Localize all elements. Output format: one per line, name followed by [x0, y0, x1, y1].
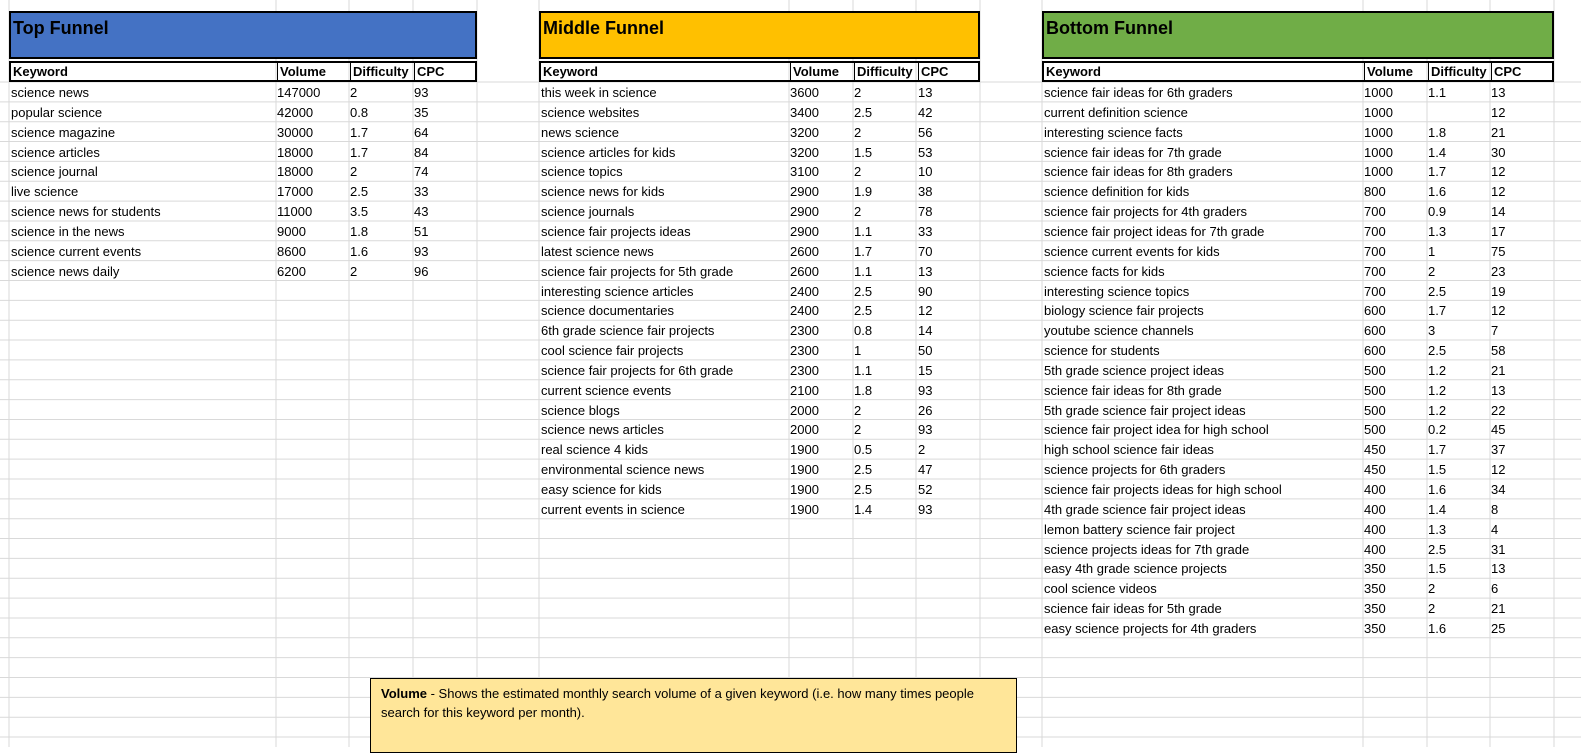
note-term: Volume [381, 686, 427, 701]
keyword-cell[interactable]: science fair ideas for 7th grade [1044, 144, 1222, 160]
cpc-cell[interactable]: 56 [918, 124, 933, 140]
cpc-cell[interactable]: 15 [918, 362, 933, 378]
difficulty-cell[interactable]: 1.7 [350, 124, 369, 140]
volume-cell[interactable]: 500 [1364, 422, 1386, 438]
difficulty-cell[interactable]: 3 [1428, 323, 1436, 339]
volume-cell[interactable]: 600 [1364, 323, 1386, 339]
difficulty-cell[interactable]: 3.5 [350, 204, 369, 220]
keyword-cell[interactable]: science fair project idea for high school [1044, 422, 1269, 438]
keyword-cell[interactable]: science articles [11, 144, 100, 160]
difficulty-cell[interactable]: 2 [350, 85, 358, 100]
difficulty-cell[interactable]: 1.4 [854, 501, 873, 517]
difficulty-cell[interactable]: 0.2 [1428, 422, 1447, 438]
cpc-cell[interactable]: 74 [414, 164, 429, 180]
difficulty-cell[interactable]: 2.5 [1428, 343, 1447, 359]
cpc-cell[interactable]: 22 [1491, 402, 1506, 418]
top-funnel-column-headers [9, 61, 477, 82]
keyword-cell[interactable]: science fair ideas for 5th grade [1044, 601, 1222, 617]
volume-cell[interactable]: 400 [1364, 541, 1386, 557]
keyword-cell[interactable]: live science [11, 184, 79, 200]
keyword-cell[interactable]: biology science fair projects [1044, 303, 1204, 319]
keyword-column-header[interactable]: Keyword [1046, 64, 1101, 79]
cpc-cell[interactable]: 17 [1491, 223, 1506, 239]
cpc-cell[interactable]: 13 [918, 263, 933, 279]
difficulty-cell[interactable]: 1.1 [854, 362, 873, 378]
top-funnel-header[interactable] [9, 11, 477, 59]
volume-cell[interactable]: 2000 [790, 402, 819, 418]
keyword-cell[interactable]: science news for students [11, 204, 161, 220]
volume-cell[interactable]: 700 [1364, 204, 1386, 220]
keyword-cell[interactable]: interesting science facts [1044, 124, 1183, 140]
difficulty-cell[interactable]: 2.5 [350, 184, 369, 200]
middle-funnel-title: Middle Funnel [543, 18, 664, 38]
difficulty-cell[interactable]: 1.1 [854, 263, 873, 279]
volume-cell[interactable]: 500 [1364, 402, 1386, 418]
cpc-cell[interactable]: 53 [918, 144, 933, 160]
keyword-cell[interactable]: lemon battery science fair project [1044, 521, 1235, 537]
volume-cell[interactable]: 400 [1364, 521, 1386, 537]
cpc-cell[interactable]: 12 [1491, 164, 1506, 180]
difficulty-cell[interactable]: 1.9 [854, 184, 873, 200]
volume-cell[interactable]: 700 [1364, 263, 1386, 279]
cpc-cell[interactable]: 8 [1491, 501, 1499, 517]
volume-cell[interactable]: 500 [1364, 362, 1386, 378]
volume-column-header[interactable]: Volume [1364, 63, 1428, 80]
difficulty-cell[interactable]: 2.5 [854, 104, 873, 120]
bottom-funnel-title: Bottom Funnel [1046, 18, 1173, 38]
volume-column-header[interactable]: Volume [277, 63, 350, 80]
volume-cell[interactable]: 3600 [790, 85, 819, 100]
cpc-cell[interactable]: 64 [414, 124, 429, 140]
keyword-cell[interactable]: interesting science articles [541, 283, 694, 299]
difficulty-cell[interactable]: 2 [854, 422, 862, 438]
keyword-cell[interactable]: 4th grade science fair project ideas [1044, 501, 1246, 517]
keyword-column-header[interactable]: Keyword [13, 64, 68, 79]
difficulty-cell[interactable]: 1.6 [1428, 184, 1447, 200]
top-funnel-title: Top Funnel [13, 18, 109, 38]
volume-cell[interactable]: 600 [1364, 303, 1386, 319]
difficulty-cell[interactable]: 2.5 [1428, 283, 1447, 299]
difficulty-cell[interactable]: 0.9 [1428, 204, 1447, 220]
cpc-cell[interactable]: 75 [1491, 243, 1506, 259]
cpc-column-header[interactable]: CPC [918, 63, 978, 80]
note-text: - Shows the estimated monthly search volume of a given keyword (i.e. how many times people search for this keyword per month). [381, 686, 974, 720]
difficulty-cell[interactable]: 1.5 [1428, 462, 1447, 478]
middle-funnel-column-headers [539, 61, 980, 82]
cpc-cell[interactable]: 13 [1491, 382, 1506, 398]
keyword-cell[interactable]: science definition for kids [1044, 184, 1190, 200]
keyword-cell[interactable]: science fair projects for 6th grade [541, 362, 734, 378]
volume-cell[interactable]: 400 [1364, 501, 1386, 517]
difficulty-cell[interactable]: 2 [854, 402, 862, 418]
keyword-cell[interactable]: science magazine [11, 124, 116, 140]
difficulty-cell[interactable]: 1.5 [854, 144, 873, 160]
volume-cell[interactable]: 18000 [277, 164, 314, 180]
cpc-cell[interactable]: 93 [918, 422, 933, 438]
difficulty-cell[interactable]: 2 [854, 124, 862, 140]
difficulty-cell[interactable]: 0.5 [854, 442, 873, 458]
difficulty-cell[interactable]: 1 [1428, 243, 1436, 259]
difficulty-cell[interactable] [1426, 102, 1489, 122]
cpc-cell[interactable]: 51 [414, 223, 429, 239]
difficulty-cell[interactable]: 2.5 [854, 462, 873, 478]
keyword-cell[interactable]: cool science fair projects [541, 343, 684, 359]
volume-cell[interactable]: 400 [1364, 482, 1386, 497]
difficulty-cell[interactable]: 1.2 [1428, 382, 1447, 398]
volume-cell[interactable]: 600 [1364, 343, 1386, 359]
volume-cell[interactable]: 350 [1364, 601, 1386, 617]
keyword-cell[interactable]: science news [11, 85, 90, 100]
keyword-cell[interactable]: 5th grade science project ideas [1044, 362, 1224, 378]
cpc-cell[interactable]: 42 [918, 104, 933, 120]
cpc-cell[interactable]: 26 [918, 402, 933, 418]
volume-cell[interactable]: 450 [1364, 442, 1386, 458]
difficulty-cell[interactable]: 0.8 [350, 104, 369, 120]
volume-cell[interactable]: 42000 [277, 104, 314, 120]
volume-cell[interactable]: 3100 [790, 164, 819, 180]
difficulty-cell[interactable]: 1.6 [350, 243, 369, 259]
volume-column-header[interactable]: Volume [790, 63, 854, 80]
cpc-cell[interactable]: 90 [918, 283, 933, 299]
volume-cell[interactable]: 1000 [1364, 124, 1393, 140]
cpc-cell[interactable]: 33 [918, 223, 933, 239]
cpc-cell[interactable]: 10 [918, 164, 933, 180]
keyword-cell[interactable]: science blogs [541, 402, 620, 418]
keyword-cell[interactable]: science news for kids [541, 184, 665, 200]
cpc-cell[interactable]: 12 [1491, 462, 1506, 478]
volume-cell[interactable]: 2400 [790, 303, 819, 319]
difficulty-cell[interactable]: 1.1 [854, 223, 873, 239]
keyword-cell[interactable]: cool science videos [1044, 581, 1157, 597]
cpc-cell[interactable]: 12 [1491, 303, 1506, 319]
volume-cell[interactable]: 500 [1364, 382, 1386, 398]
difficulty-cell[interactable]: 2.5 [1428, 541, 1447, 557]
keyword-cell[interactable]: latest science news [541, 243, 654, 259]
volume-cell[interactable]: 6200 [277, 263, 306, 279]
volume-cell[interactable]: 2300 [790, 323, 819, 339]
cpc-column-header[interactable]: CPC [1491, 63, 1552, 80]
keyword-cell[interactable]: real science 4 kids [541, 442, 648, 458]
keyword-cell[interactable]: youtube science channels [1044, 323, 1194, 339]
keyword-cell[interactable]: science projects ideas for 7th grade [1044, 541, 1250, 557]
cpc-cell[interactable]: 96 [414, 263, 429, 279]
difficulty-cell[interactable]: 1.4 [1428, 144, 1447, 160]
keyword-cell[interactable]: science current events [11, 243, 142, 259]
difficulty-cell[interactable]: 1.7 [1428, 442, 1447, 458]
volume-cell[interactable]: 2000 [790, 422, 819, 438]
cpc-cell[interactable]: 25 [1491, 620, 1506, 636]
difficulty-cell[interactable]: 1.7 [1428, 303, 1447, 319]
difficulty-cell[interactable]: 2 [854, 164, 862, 180]
volume-cell[interactable]: 1000 [1364, 164, 1393, 180]
cpc-cell[interactable]: 30 [1491, 144, 1506, 160]
volume-cell[interactable]: 2900 [790, 223, 819, 239]
cpc-cell[interactable]: 7 [1491, 323, 1499, 339]
difficulty-cell[interactable]: 1.4 [1428, 501, 1447, 517]
volume-cell[interactable]: 2600 [790, 243, 819, 259]
keyword-cell[interactable]: easy science for kids [541, 482, 662, 497]
difficulty-cell[interactable]: 2 [1428, 601, 1436, 617]
keyword-cell[interactable]: easy 4th grade science projects [1044, 561, 1227, 577]
keyword-cell[interactable]: science fair projects for 4th graders [1044, 204, 1248, 220]
difficulty-cell[interactable]: 2 [350, 263, 358, 279]
keyword-cell[interactable]: science journal [11, 164, 98, 180]
difficulty-cell[interactable]: 1.3 [1428, 223, 1447, 239]
volume-cell[interactable]: 350 [1364, 561, 1386, 577]
difficulty-cell[interactable]: 1.5 [1428, 561, 1447, 577]
bottom-funnel-column-headers [1042, 61, 1554, 82]
volume-cell[interactable]: 147000 [277, 85, 321, 100]
cpc-cell[interactable]: 58 [1491, 343, 1506, 359]
cpc-cell[interactable]: 45 [1491, 422, 1506, 438]
volume-cell[interactable]: 1000 [1364, 104, 1393, 120]
cpc-cell[interactable]: 13 [918, 85, 933, 100]
keyword-cell[interactable]: this week in science [541, 85, 657, 100]
keyword-cell[interactable]: high school science fair ideas [1044, 442, 1214, 458]
difficulty-cell[interactable]: 1.2 [1428, 362, 1447, 378]
volume-cell[interactable]: 9000 [277, 223, 306, 239]
cpc-cell[interactable]: 93 [918, 382, 933, 398]
cpc-cell[interactable]: 21 [1491, 124, 1506, 140]
keyword-cell[interactable]: science fair ideas for 8th graders [1044, 164, 1233, 180]
volume-cell[interactable]: 450 [1364, 462, 1386, 478]
cpc-cell[interactable]: 12 [918, 303, 933, 319]
volume-note[interactable] [370, 678, 1017, 753]
volume-cell[interactable]: 2300 [790, 343, 819, 359]
difficulty-cell[interactable]: 2.5 [854, 482, 873, 497]
cpc-cell[interactable]: 6 [1491, 581, 1499, 597]
cpc-column-header[interactable]: CPC [414, 63, 475, 80]
volume-cell[interactable]: 1900 [790, 462, 819, 478]
volume-cell[interactable]: 18000 [277, 144, 314, 160]
cpc-cell[interactable]: 47 [918, 462, 933, 478]
keyword-cell[interactable]: science news articles [541, 422, 664, 438]
cpc-cell[interactable]: 4 [1491, 521, 1499, 537]
difficulty-cell[interactable]: 2 [854, 204, 862, 220]
difficulty-cell[interactable]: 1.1 [1428, 85, 1447, 100]
cpc-cell[interactable]: 93 [918, 501, 933, 517]
cpc-cell[interactable]: 13 [1491, 561, 1506, 577]
bottom-funnel-header[interactable] [1042, 11, 1554, 59]
difficulty-cell[interactable]: 2 [854, 85, 862, 100]
keyword-cell[interactable]: news science [541, 124, 620, 140]
volume-cell[interactable]: 8600 [277, 243, 306, 259]
cpc-cell[interactable]: 50 [918, 343, 933, 359]
difficulty-column-header[interactable]: Difficulty [350, 63, 414, 80]
volume-cell[interactable]: 700 [1364, 223, 1386, 239]
volume-cell[interactable]: 2400 [790, 283, 819, 299]
difficulty-cell[interactable]: 1.7 [350, 144, 369, 160]
cpc-cell[interactable]: 14 [1491, 204, 1506, 220]
cpc-cell[interactable]: 12 [1491, 104, 1506, 120]
keyword-cell[interactable]: science projects for 6th graders [1044, 462, 1226, 478]
keyword-cell[interactable]: science fair projects ideas for high school [1044, 482, 1282, 497]
volume-cell[interactable]: 1000 [1364, 144, 1393, 160]
difficulty-cell[interactable]: 2.5 [854, 303, 873, 319]
keyword-cell[interactable]: 5th grade science fair project ideas [1044, 402, 1246, 418]
keyword-cell[interactable]: science journals [541, 204, 635, 220]
volume-cell[interactable]: 2300 [790, 362, 819, 378]
volume-cell[interactable]: 1900 [790, 482, 819, 497]
cpc-cell[interactable]: 12 [1491, 184, 1506, 200]
difficulty-cell[interactable]: 1.8 [1428, 124, 1447, 140]
volume-cell[interactable]: 3200 [790, 144, 819, 160]
volume-cell[interactable]: 1900 [790, 442, 819, 458]
keyword-cell[interactable]: science fair project ideas for 7th grade [1044, 223, 1265, 239]
cpc-cell[interactable]: 43 [414, 204, 429, 220]
volume-cell[interactable]: 30000 [277, 124, 314, 140]
difficulty-cell[interactable]: 1 [854, 343, 862, 359]
keyword-cell[interactable]: easy science projects for 4th graders [1044, 620, 1257, 636]
keyword-cell[interactable]: interesting science topics [1044, 283, 1190, 299]
difficulty-cell[interactable]: 1.6 [1428, 482, 1447, 497]
volume-cell[interactable]: 700 [1364, 243, 1386, 259]
cpc-cell[interactable]: 34 [1491, 482, 1506, 497]
cpc-cell[interactable]: 93 [414, 243, 429, 259]
volume-cell[interactable]: 800 [1364, 184, 1386, 200]
keyword-cell[interactable]: popular science [11, 104, 103, 120]
volume-cell[interactable]: 11000 [277, 204, 313, 220]
keyword-cell[interactable]: current definition science [1044, 104, 1188, 120]
keyword-cell[interactable]: science fair ideas for 8th grade [1044, 382, 1222, 398]
difficulty-cell[interactable]: 2 [1428, 581, 1436, 597]
difficulty-cell[interactable]: 1.8 [350, 223, 369, 239]
cpc-cell[interactable]: 21 [1491, 601, 1506, 617]
difficulty-cell[interactable]: 1.8 [854, 382, 873, 398]
cpc-cell[interactable]: 93 [414, 85, 429, 100]
difficulty-column-header[interactable]: Difficulty [854, 63, 918, 80]
volume-cell[interactable]: 2900 [790, 204, 819, 220]
cpc-cell[interactable]: 13 [1491, 85, 1506, 100]
keyword-cell[interactable]: science fair projects for 5th grade [541, 263, 734, 279]
volume-cell[interactable]: 3200 [790, 124, 819, 140]
volume-cell[interactable]: 2100 [790, 382, 819, 398]
keyword-cell[interactable]: science facts for kids [1044, 263, 1165, 279]
keyword-cell[interactable]: science topics [541, 164, 623, 180]
keyword-cell[interactable]: science articles for kids [541, 144, 676, 160]
difficulty-cell[interactable]: 1.3 [1428, 521, 1447, 537]
volume-cell[interactable]: 350 [1364, 620, 1386, 636]
volume-cell[interactable]: 1900 [790, 501, 819, 517]
volume-cell[interactable]: 700 [1364, 283, 1386, 299]
keyword-cell[interactable]: science current events for kids [1044, 243, 1220, 259]
volume-cell[interactable]: 17000 [277, 184, 314, 200]
keyword-cell[interactable]: current events in science [541, 501, 685, 517]
keyword-cell[interactable]: science websites [541, 104, 640, 120]
volume-cell[interactable]: 3400 [790, 104, 819, 120]
volume-cell[interactable]: 2600 [790, 263, 819, 279]
cpc-cell[interactable]: 19 [1491, 283, 1506, 299]
cpc-cell[interactable]: 23 [1491, 263, 1506, 279]
middle-funnel-header[interactable] [539, 11, 980, 59]
cpc-cell[interactable]: 38 [918, 184, 933, 200]
cpc-cell[interactable]: 33 [414, 184, 429, 200]
keyword-cell[interactable]: current science events [541, 382, 672, 398]
volume-cell[interactable]: 2900 [790, 184, 819, 200]
volume-cell[interactable]: 350 [1364, 581, 1386, 597]
difficulty-cell[interactable]: 1.2 [1428, 402, 1447, 418]
cpc-cell[interactable]: 84 [414, 144, 429, 160]
keyword-cell[interactable]: science fair projects ideas [541, 223, 691, 239]
cpc-cell[interactable]: 35 [414, 104, 429, 120]
difficulty-cell[interactable]: 1.7 [1428, 164, 1447, 180]
keyword-cell[interactable]: environmental science news [541, 462, 705, 478]
cpc-cell[interactable]: 31 [1491, 541, 1506, 557]
cpc-cell[interactable]: 14 [918, 323, 933, 339]
keyword-cell[interactable]: science for students [1044, 343, 1160, 359]
difficulty-cell[interactable]: 2 [1428, 263, 1436, 279]
volume-cell[interactable]: 1000 [1364, 85, 1393, 100]
difficulty-cell[interactable]: 1.7 [854, 243, 873, 259]
difficulty-cell[interactable]: 0.8 [854, 323, 873, 339]
difficulty-cell[interactable]: 2 [350, 164, 358, 180]
cpc-cell[interactable]: 52 [918, 482, 933, 497]
keyword-column-header[interactable]: Keyword [543, 64, 598, 79]
cpc-cell[interactable]: 21 [1491, 362, 1506, 378]
keyword-cell[interactable]: 6th grade science fair projects [541, 323, 715, 339]
difficulty-cell[interactable]: 2.5 [854, 283, 873, 299]
keyword-cell[interactable]: science documentaries [541, 303, 674, 319]
cpc-cell[interactable]: 78 [918, 204, 933, 220]
difficulty-column-header[interactable]: Difficulty [1428, 63, 1491, 80]
keyword-cell[interactable]: science fair ideas for 6th graders [1044, 85, 1233, 100]
difficulty-cell[interactable]: 1.6 [1428, 620, 1447, 636]
keyword-cell[interactable]: science news daily [11, 263, 120, 279]
cpc-cell[interactable]: 2 [918, 442, 926, 458]
keyword-cell[interactable]: science in the news [11, 223, 125, 239]
cpc-cell[interactable]: 37 [1491, 442, 1506, 458]
cpc-cell[interactable]: 70 [918, 243, 933, 259]
